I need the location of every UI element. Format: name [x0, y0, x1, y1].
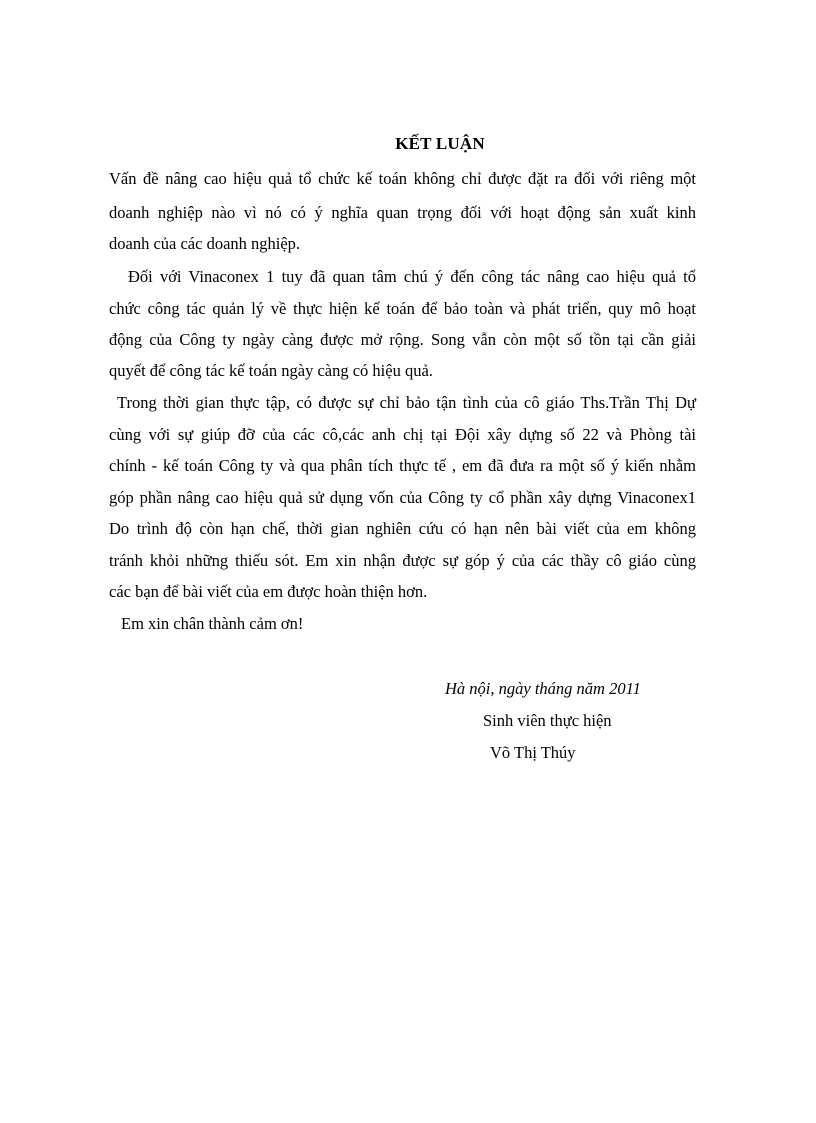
page-title: KẾT LUẬN: [395, 134, 485, 153]
signature-name: Võ Thị Thúy: [490, 743, 576, 762]
paragraph-2-line-1: Đối với Vinaconex 1 tuy đã quan tâm chú ý đến công tác nâng cao hiệu quả tổ: [128, 267, 696, 286]
closing-thanks: Em xin chân thành cảm ơn!: [121, 614, 304, 633]
paragraph-3-line-2: cùng với sự giúp đỡ của các cô,các anh chị tại Đội xây dựng số 22 và Phòng tài: [109, 425, 696, 444]
paragraph-2-line-4: quyết để công tác kế toán ngày càng có hiệu quả.: [109, 361, 433, 380]
paragraph-1-line-3: doanh của các doanh nghiệp.: [109, 234, 301, 253]
paragraph-3-line-6: tránh khỏi những thiếu sót. Em xin nhận được sự góp ý của các thầy cô giáo cùng: [109, 551, 696, 570]
paragraph-1-line-1: Vấn đề nâng cao hiệu quả tổ chức kế toán không chỉ được đặt ra đối với riêng một: [109, 169, 696, 188]
paragraph-2-line-2: chức công tác quản lý về thực hiện kế toán để bảo toàn và phát triển, quy mô hoạt: [109, 299, 696, 318]
paragraph-2-line-3: động của Công ty ngày càng được mở rộng. Song vẫn còn một số tồn tại cần giải: [109, 330, 696, 349]
paragraph-3-line-4: góp phần nâng cao hiệu quả sử dụng vốn của Công ty cổ phần xây dựng Vinaconex1: [109, 488, 696, 507]
paragraph-3-line-5: Do trình độ còn hạn chế, thời gian nghiên cứu có hạn nên bài viết của em không: [109, 519, 696, 538]
paragraph-3-line-7: các bạn để bài viết của em được hoàn thiện hơn.: [109, 582, 428, 601]
paragraph-3-line-1: Trong thời gian thực tập, có được sự chỉ bảo tận tình của cô giáo Ths.Trần Thị Dự: [117, 393, 696, 412]
paragraph-3-line-3: chính - kế toán Công ty và qua phân tích thực tế , em đã đưa ra một số ý kiến nhằm: [109, 456, 696, 475]
signature-role: Sinh viên thực hiện: [483, 711, 612, 730]
signature-place-date: Hà nội, ngày tháng năm 2011: [445, 679, 641, 698]
paragraph-1-line-2: doanh nghiệp nào vì nó có ý nghĩa quan trọng đối với hoạt động sản xuất kinh: [109, 203, 696, 222]
